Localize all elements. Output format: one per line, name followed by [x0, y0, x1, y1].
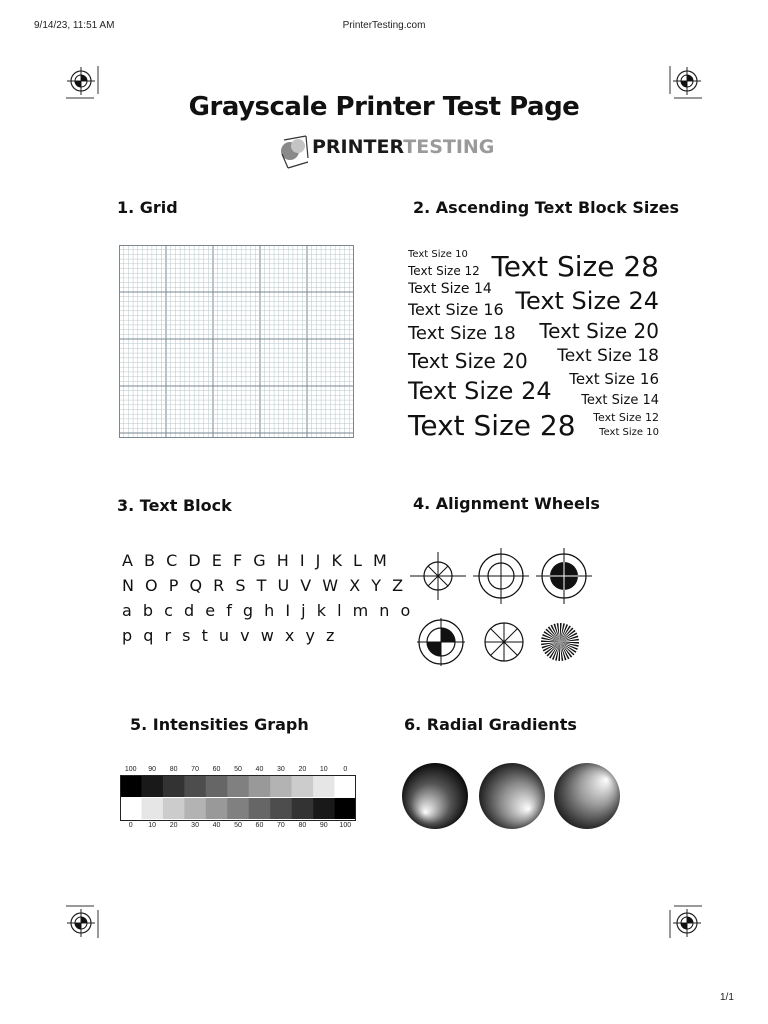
text-size-right-18: Text Size 18 [557, 346, 659, 366]
text-size-right-28: Text Size 28 [491, 250, 659, 283]
intensity-bottom-label: 70 [277, 822, 285, 829]
intensity-top-label: 10 [319, 766, 328, 773]
intensity-cell-top [120, 776, 142, 797]
text-size-left-18: Text Size 18 [408, 323, 516, 344]
intensity-bottom-label: 90 [319, 822, 328, 829]
intensity-cell-bottom [184, 798, 206, 819]
intensity-cell-top [206, 776, 228, 797]
print-site: PrinterTesting.com [342, 20, 426, 31]
intensity-cell-bottom [292, 798, 314, 819]
logo-text-printer: PRINTER [312, 136, 404, 158]
intensity-cell-top [292, 776, 314, 797]
section-text-block-heading: 3. Text Block [117, 496, 232, 515]
intensity-bottom-label: 20 [169, 822, 178, 829]
section-grid-heading: 1. Grid [117, 198, 178, 217]
intensity-top-label: 70 [191, 766, 199, 773]
text-size-right-12: Text Size 12 [593, 411, 659, 424]
intensity-cell-top [249, 776, 271, 797]
intensity-bottom-label: 100 [339, 822, 352, 829]
section-radial-heading: 6. Radial Gradients [404, 715, 577, 734]
starburst-wedge [558, 642, 560, 661]
wheel-spoked-icon [476, 614, 532, 670]
text-size-left-14: Text Size 14 [408, 281, 492, 297]
wheel-quadrant-icon [413, 614, 469, 670]
printertesting-logo [278, 132, 508, 172]
print-datetime: 9/14/23, 11:51 AM [34, 20, 115, 31]
text-block-line-2: N O P Q R S T U V W X Y Z [122, 576, 407, 595]
wheel-target-rings-icon [473, 548, 529, 604]
text-size-right-10: Text Size 10 [599, 427, 659, 438]
text-block-line-4: p q r s t u v w x y z [122, 626, 338, 645]
text-size-right-20: Text Size 20 [539, 319, 659, 343]
starburst-wedge [541, 640, 560, 642]
intensity-cell-bottom [335, 798, 356, 819]
page-number: 1/1 [720, 992, 734, 1003]
intensity-cell-bottom [249, 798, 271, 819]
intensity-top-label: 0 [343, 766, 348, 773]
wheel-crosshair-x-icon [410, 548, 466, 604]
intensity-cell-bottom [227, 798, 249, 819]
radial-gradients [400, 760, 624, 832]
intensity-top-label: 30 [277, 766, 285, 773]
grid-pattern [119, 245, 354, 438]
logo-text-testing: TESTING [403, 136, 495, 158]
section-wheels-heading: 4. Alignment Wheels [413, 494, 600, 513]
registration-mark-bottom-right [664, 902, 704, 942]
text-block-line-1: A B C D E F G H I J K L M [122, 551, 390, 570]
intensity-top-label: 50 [234, 766, 242, 773]
intensity-cell-top [313, 776, 335, 797]
page-title: Grayscale Printer Test Page [188, 92, 580, 122]
text-size-left-20: Text Size 20 [408, 349, 528, 373]
intensity-cell-top [184, 776, 206, 797]
intensity-top-label: 40 [255, 766, 264, 773]
text-block-line-3: a b c d e f g h I j k l m n o [122, 601, 414, 620]
intensity-cell-bottom [270, 798, 292, 819]
intensity-bars [120, 775, 356, 821]
intensity-bottom-label: 40 [212, 822, 221, 829]
intensity-bottom-label: 10 [148, 822, 157, 829]
intensity-cell-bottom [206, 798, 228, 819]
intensity-bottom-label: 50 [234, 822, 242, 829]
wheel-starburst-icon [532, 614, 588, 670]
starburst-wedge [560, 642, 579, 644]
intensity-bottom-label: 30 [191, 822, 199, 829]
intensity-top-label: 60 [212, 766, 221, 773]
text-size-right-16: Text Size 16 [569, 370, 659, 388]
intensity-bottom-label: 0 [128, 822, 133, 829]
intensity-cell-bottom [163, 798, 185, 819]
intensity-bottom-label: 60 [255, 822, 264, 829]
intensity-bottom-label: 80 [298, 822, 307, 829]
intensity-cell-top [270, 776, 292, 797]
text-size-left-28: Text Size 28 [408, 409, 576, 442]
text-sizes-block [408, 250, 668, 450]
text-size-left-10: Text Size 10 [408, 249, 468, 260]
intensity-bottom-labels [120, 822, 356, 832]
radial-gradient-circle-1 [402, 763, 468, 829]
intensity-cell-top [335, 776, 356, 797]
section-text-sizes-heading: 2. Ascending Text Block Sizes [413, 198, 680, 217]
intensity-cell-bottom [141, 798, 163, 819]
intensity-cell-top [163, 776, 185, 797]
intensity-cell-top [227, 776, 249, 797]
wheel-solid-target-icon [536, 548, 592, 604]
registration-mark-bottom-left [64, 902, 104, 942]
text-size-left-16: Text Size 16 [408, 300, 504, 319]
text-size-left-24: Text Size 24 [408, 377, 552, 405]
logo-mark-icon [278, 132, 314, 172]
intensity-top-label: 80 [169, 766, 178, 773]
intensity-cell-bottom [120, 798, 142, 819]
intensity-top-label: 90 [148, 766, 157, 773]
intensity-top-label: 100 [124, 766, 137, 773]
radial-gradient-circle-2 [479, 763, 545, 829]
text-size-right-14: Text Size 14 [581, 393, 659, 408]
intensity-cell-bottom [313, 798, 335, 819]
text-size-left-12: Text Size 12 [408, 264, 480, 278]
starburst-wedge [560, 623, 562, 642]
intensity-top-label: 20 [298, 766, 307, 773]
radial-gradient-circle-3 [554, 763, 620, 829]
section-intensities-heading: 5. Intensities Graph [130, 715, 309, 734]
text-size-right-24: Text Size 24 [515, 287, 659, 315]
intensity-cell-top [141, 776, 163, 797]
